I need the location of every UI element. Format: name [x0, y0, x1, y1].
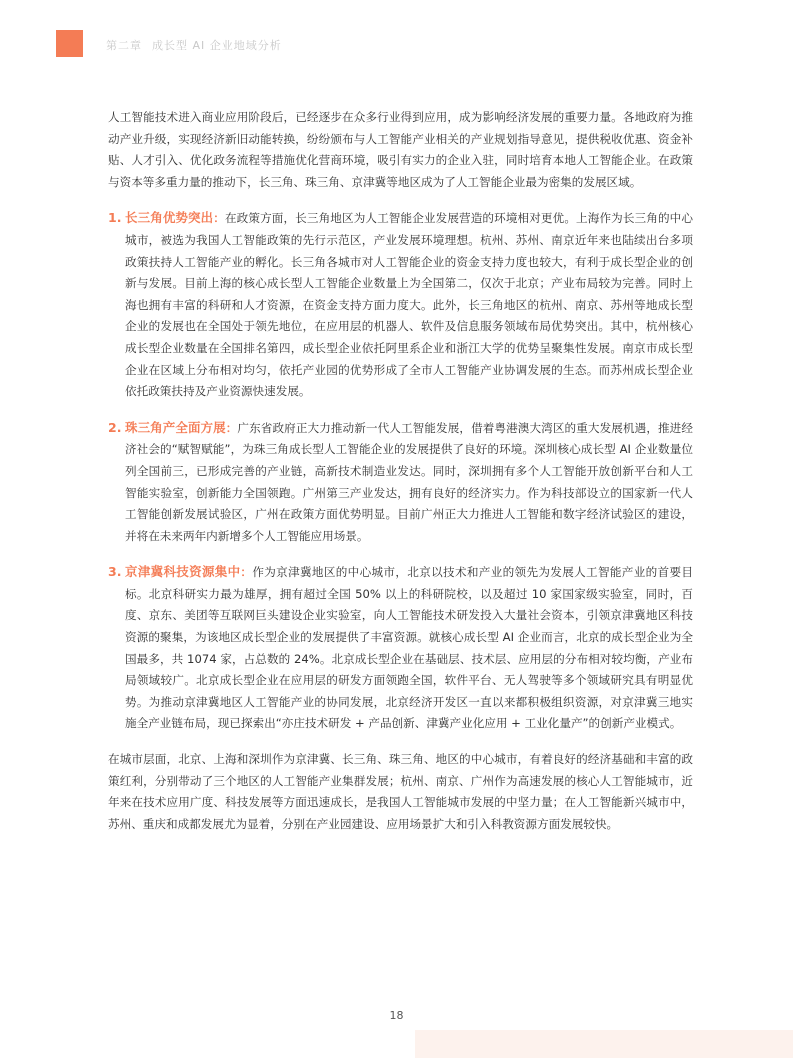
- list-item-text: 在政策方面，长三角地区为人工智能企业发展营造的环境相对更优。上海作为长三角的中心城市，被选为我国人工智能政策的先行示范区，产业发展环境理想。杭州、苏州、南京近年来也陆续出台多项政策扶持人工智能产业的孵化。长三角各城市对人工智能企业的资金支持力度也较大，有利于成长型企业的创新与发展。目前上海的核心成长型人工智能企业数量上为全国第二，仅次于北京；产业布局较为完善。同时上海也拥有丰富的科研和人才资源，在资金支持方面力度大。此外，长三角地区的杭州、南京、苏州等地成长型企业的发展也在全国处于领先地位，在应用层的机器人、软件及信息服务领域布局优势突出。其中，杭州核心成长型企业数量在全国排名第四，成长型企业依托阿里系企业和浙江大学的优势呈聚集性发展。南京市成长型企业在区域上分布相对均匀，依托产业园的优势形成了全市人工智能产业协调发展的生态。而苏州成长型企业依托政策扶持及产业资源快速发展。: [125, 211, 693, 399]
- list-item-text: 广东省政府正大力推动新一代人工智能发展，借着粤港澳大湾区的重大发展机遇，推进经济社会的“赋智赋能”，为珠三角成长型人工智能企业的发展提供了良好的环境。深圳核心成长型 AI 企业数量位列全国前三，已形成完善的产业链，高新技术制造业发达。同时，深圳拥有多个人工智能开放创新平台和人工智能实验室，创新能力全国领跑。广州第三产业发达，拥有良好的经济实力。作为科技部设立的国家新一代人工智能创新发展试验区，广州在政策方面优势明显。目前广州正大力推进人工智能和数字经济试验区的建设，并将在未来两年内新增多个人工智能应用场景。: [125, 420, 693, 543]
- header-accent-block: [56, 30, 83, 57]
- running-header: [106, 37, 282, 53]
- list-item-title: 京津冀科技资源集中: [125, 564, 241, 580]
- header-section: 成长型 AI 企业地域分析: [152, 39, 282, 52]
- list-item-pearl-delta: [108, 417, 693, 548]
- closing-paragraph: 在城市层面，北京、上海和深圳作为京津冀、长三角、珠三角、地区的中心城市，有着良好的经济基础和丰富的政策红利，分别带动了三个地区的人工智能产业集群发展；杭州、南京、广州作为高速发展的核心人工智能城市，近年来在技术应用广度、科技发展等方面迅速成长，是我国人工智能城市发展的中坚力量；在人工智能新兴城市中，苏州、重庆和成都发展尤为显着，分别在产业园建设、应用场景扩大和引入科教资源方面发展较快。: [108, 752, 693, 831]
- main-content: [108, 107, 693, 835]
- list-item-colon: ：: [225, 420, 238, 435]
- list-item-beijing-tianjin-hebei: [108, 561, 693, 735]
- header-chapter: 第二章: [106, 39, 142, 52]
- list-item-title: 长三角优势突出: [125, 210, 214, 226]
- list-item-yangtze-delta: [108, 207, 693, 402]
- intro-paragraph: 人工智能技术进入商业应用阶段后，已经逐步在众多行业得到应用，成为影响经济发展的重要力量。各地政府为推动产业升级，实现经济新旧动能转换，纷纷颁布与人工智能产业相关的产业规划指导意见，提供税收优惠、资金补贴、人才引入、优化政务流程等措施优化营商环境，吸引有实力的企业入驻，同时培育本地人工智能企业。在政策与资本等多重力量的推动下，长三角、珠三角、京津冀等地区成为了人工智能企业最为密集的发展区域。: [108, 110, 693, 189]
- page-number: 18: [389, 1009, 404, 1022]
- list-item-number: 1.: [108, 210, 122, 226]
- list-item-number: 3.: [108, 564, 122, 580]
- list-item-title: 珠三角产全面方展: [125, 419, 226, 435]
- list-item-colon: ：: [213, 211, 225, 226]
- footer-decoration: [415, 1030, 793, 1058]
- list-item-number: 2.: [108, 419, 122, 435]
- list-item-text: 作为京津冀地区的中心城市，北京以技术和产业的领先为发展人工智能产业的首要目标。北京科研实力最为雄厚，拥有超过全国 50% 以上的科研院校，以及超过 10 家国家级实验室，同时，百度、京东、美团等互联网巨头建设企业实验室，向人工智能技术研发投入大量社会资本，引领京津冀地区科技资源的聚集，为该地区成长型企业的发展提供了丰富资源。就核心成长型 AI 企业而言，北京的成长型企业为全国最多，共 1074 家，占总数的 24%。北京成长型企业在基础层、技术层、应用层的分布相对较均衡，产业布局领域较广。北京成长型企业在应用层的研发方面领跑全国，软件平台、无人驾驶等多个领域研究具有明显优势。为推动京津冀地区人工智能产业的协同发展，北京经济开发区一直以来都积极组织资源，对京津冀三地实施全产业链布局，现已探索出“亦庄技术研发 + 产品创新、津冀产业化应用 + 工业化量产”的创新产业模式。: [125, 565, 693, 731]
- list-item-colon: ：: [240, 565, 253, 580]
